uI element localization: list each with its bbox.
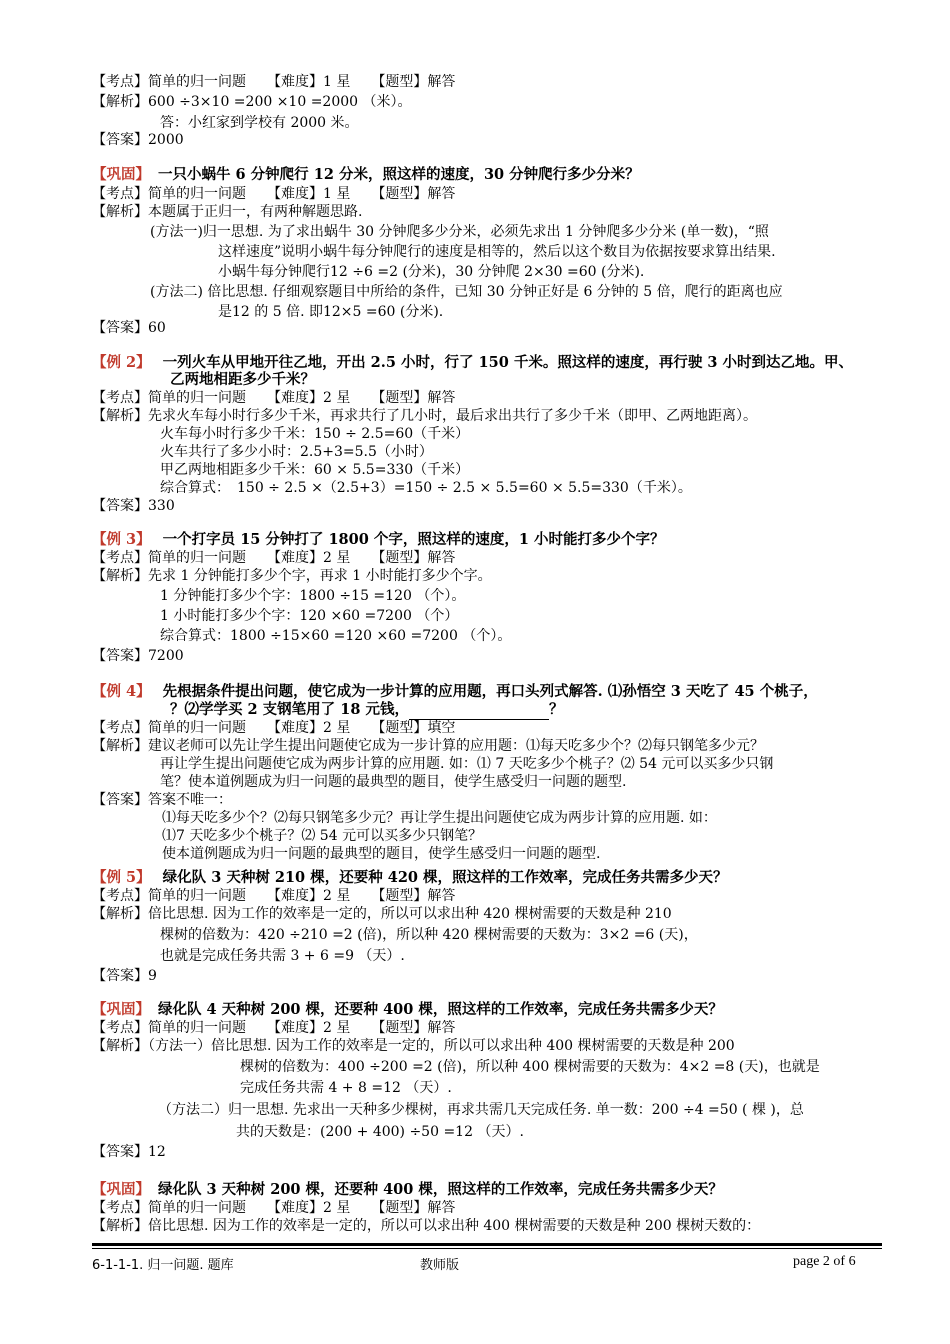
step-line: 综合算式：1800 ÷15×60 =120 ×60 =7200 （个）。 — [160, 628, 512, 644]
analysis-line: 【解析】倍比思想. 因为工作的效率是一定的，所以可以求出种 400 棵树需要的天数是种 200 棵树天数的： — [92, 1218, 761, 1234]
meta-line: 【考点】简单的归一问题 【难度】1 星 【题型】解答 — [92, 186, 456, 202]
method-line: 是12 的 5 倍. 即12×5 =60 (分米). — [218, 304, 444, 320]
analysis-line: 棵树的倍数为：400 ÷200 =2 (倍)，所以种 400 棵树需要的天数为：4×2 =8 (天)，也就是 — [240, 1059, 820, 1075]
question-text: 绿化队 4 天种树 200 棵，还要种 400 棵，照这样的工作效率，完成任务共需多少天？ — [158, 1001, 723, 1018]
consolidate-question-3 — [92, 1180, 723, 1200]
method-line: (方法一)归一思想. 为了求出蜗牛 30 分钟爬多少分米，必须先求出 1 分钟爬多少分米 (单一数)，“照 — [150, 224, 769, 240]
meta-line: 【考点】简单的归一问题 【难度】2 星 【题型】解答 — [92, 1020, 456, 1036]
example-question-3 — [92, 530, 665, 550]
question-text: ？⑵学学买 2 支钢笔用了 18 元钱， — [170, 701, 409, 718]
question-text: 绿化队 3 天种树 200 棵，还要种 400 棵，照这样的工作效率，完成任务共需多少天？ — [158, 1181, 723, 1198]
consolidate-question-1 — [92, 165, 640, 185]
step-line: 1 小时能打多少个字：120 ×60 =7200 （个） — [160, 608, 459, 624]
analysis-line: 【解析】600 ÷3×10 =200 ×10 =2000 （米）。 — [92, 94, 412, 110]
example-tag: 【例 5】 — [92, 869, 151, 886]
analysis-line: 再让学生提出问题使它成为两步计算的应用题. 如：⑴ 7 天吃多少个桃子？⑵ 54 元可以买多少只钢 — [160, 756, 774, 772]
meta-line: 【考点】简单的归一问题 【难度】1 星 【题型】解答 — [92, 74, 456, 90]
footer-page-number: page 2 of 6 — [793, 1254, 856, 1269]
consolidate-tag: 【巩固】 — [92, 166, 150, 183]
example-question-5 — [92, 868, 728, 888]
step-line: 火车共行了多少小时：2.5+3=5.5（小时） — [160, 444, 433, 460]
analysis-line: 【解析】建议老师可以先让学生提出问题使它成为一步计算的应用题：⑴每天吃多少个？⑵每只钢笔多少元？ — [92, 738, 764, 754]
method-line: 小蜗牛每分钟爬行12 ÷6 =2 (分米)，30 分钟爬 2×30 =60 (分米). — [218, 264, 645, 280]
question-text: 乙两地相距多少千米？ — [170, 371, 315, 388]
answer-text: 答：小红家到学校有 2000 米。 — [160, 115, 359, 131]
question-text: 一个打字员 15 分钟打了 1800 个字，照这样的速度，1 小时能打多少个字？ — [162, 531, 665, 548]
step-line: 甲乙两地相距多少千米：60 × 5.5=330（千米） — [160, 462, 470, 478]
question-text: 绿化队 3 天种树 210 棵，还要种 420 棵，照这样的工作效率，完成任务共需多少天？ — [162, 869, 728, 886]
method-line: (方法二) 倍比思想. 仔细观察题目中所给的条件，已知 30 分钟正好是 6 分钟的 5 倍，爬行的距离也应 — [150, 284, 783, 300]
answer-detail: ⑴7 天吃多少个桃子？⑵ 54 元可以买多少只钢笔？ — [162, 828, 483, 844]
example-question-4 — [92, 682, 818, 702]
step-line: 火车每小时行多少千米：150 ÷ 2.5=60（千米） — [160, 426, 470, 442]
answer-line: 【答案】9 — [92, 968, 157, 984]
answer-line: 【答案】12 — [92, 1144, 166, 1160]
answer-line: 【答案】60 — [92, 320, 166, 336]
meta-line: 【考点】简单的归一问题 【难度】2 星 【题型】解答 — [92, 888, 456, 904]
method-line: 这样速度”说明小蜗牛每分钟爬行的速度是相等的，然后以这个数目为依据按要求算出结果. — [218, 244, 776, 260]
meta-line: 【考点】简单的归一问题 【难度】2 星 【题型】解答 — [92, 1200, 456, 1216]
method-line: （方法二）归一思想. 先求出一天种多少棵树，再求共需几天完成任务. 单一数：200 ÷4 =50 ( 棵 )，总 — [158, 1102, 804, 1118]
consolidate-tag: 【巩固】 — [92, 1181, 150, 1198]
answer-line: 【答案】7200 — [92, 648, 184, 664]
meta-line: 【考点】简单的归一问题 【难度】2 星 【题型】解答 — [92, 550, 456, 566]
consolidate-tag: 【巩固】 — [92, 1001, 150, 1018]
answer-detail: 使本道例题成为归一问题的最典型的题目，使学生感受归一问题的题型. — [162, 846, 601, 862]
analysis-line: 【解析】（方法一）倍比思想. 因为工作的效率是一定的，所以可以求出种 400 棵树需要的天数是种 200 — [92, 1038, 735, 1054]
answer-detail: ⑴每天吃多少个？⑵每只钢笔多少元？再让学生提出问题使它成为两步计算的应用题. 如： — [162, 810, 717, 826]
example-tag: 【例 4】 — [92, 683, 151, 700]
analysis-line: 完成任务共需 4 + 8 =12 （天）. — [240, 1080, 452, 1096]
question-text: 一列火车从甲地开往乙地，开出 2.5 小时，行了 150 千米。照这样的速度，再行驶 3 小时到达乙地。甲、 — [162, 354, 854, 371]
answer-line: 【答案】2000 — [92, 132, 184, 148]
meta-line: 【考点】简单的归一问题 【难度】2 星 【题型】解答 — [92, 390, 456, 406]
question-mark: ？ — [548, 701, 564, 718]
analysis-line: 【解析】本题属于正归一，有两种解题思路. — [92, 204, 363, 220]
analysis-line: 【解析】先求火车每小时行多少千米，再求共行了几小时，最后求出共行了多少千米（即甲、乙两地距离）。 — [92, 408, 757, 424]
question-text: 一只小蜗牛 6 分钟爬行 12 分米，照这样的速度，30 分钟爬行多少分米？ — [158, 166, 640, 183]
analysis-line: 【解析】倍比思想. 因为工作的效率是一定的，所以可以求出种 420 棵树需要的天数是种 210 — [92, 906, 672, 922]
analysis-line: 棵树的倍数为：420 ÷210 =2 (倍)，所以种 420 棵树需要的天数为：3×2 =6 (天)， — [160, 927, 698, 943]
consolidate-question-2 — [92, 1000, 723, 1020]
footer-rule — [92, 1248, 882, 1249]
meta-line: 【考点】简单的归一问题 【难度】2 星 【题型】填空 — [92, 720, 456, 736]
method-line: 共的天数是：(200 + 400) ÷50 =12 （天）. — [236, 1124, 524, 1140]
question-text-cont — [170, 700, 563, 720]
example-tag: 【例 3】 — [92, 531, 151, 548]
example-tag: 【例 2】 — [92, 354, 151, 371]
answer-line: 【答案】330 — [92, 498, 175, 514]
analysis-line: 笔？使本道例题成为归一问题的最典型的题目，使学生感受归一问题的题型. — [160, 774, 627, 790]
footer-rule — [92, 1243, 882, 1246]
footer-left: 6-1-1-1. 归一问题. 题库 — [92, 1258, 234, 1273]
step-line: 综合算式： 150 ÷ 2.5 ×（2.5+3）=150 ÷ 2.5 × 5.5=60 × 5.5=330（千米）。 — [160, 480, 692, 496]
analysis-line: 也就是完成任务共需 3 + 6 =9 （天）. — [160, 948, 405, 964]
step-line: 1 分钟能打多少个字：1800 ÷15 =120 （个）。 — [160, 588, 466, 604]
footer-center: 教师版 — [420, 1258, 460, 1273]
question-text: 先根据条件提出问题，使它成为一步计算的应用题，再口头列式解答. ⑴孙悟空 3 天吃了 45 个桃子， — [162, 683, 818, 700]
answer-line: 【答案】答案不唯一： — [92, 792, 232, 808]
analysis-line: 【解析】先求 1 分钟能打多少个字，再求 1 小时能打多少个字。 — [92, 568, 492, 584]
